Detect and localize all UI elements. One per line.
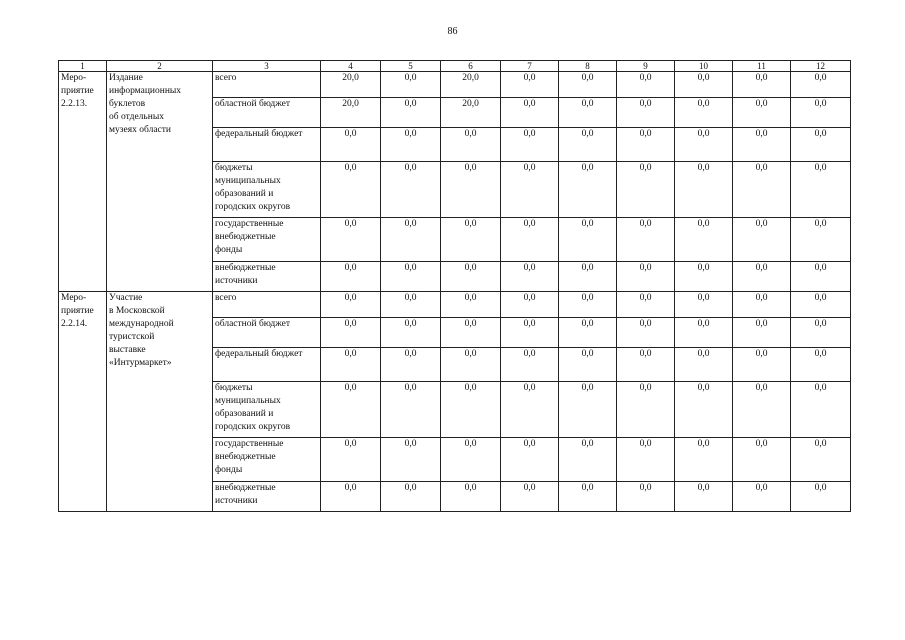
column-header: 2 (107, 61, 213, 72)
amount-cell: 0,0 (321, 128, 381, 162)
amount-cell: 0,0 (791, 482, 851, 512)
amount-cell: 0,0 (381, 218, 441, 262)
amount-cell: 0,0 (791, 128, 851, 162)
amount-cell: 0,0 (791, 382, 851, 438)
amount-cell: 0,0 (733, 482, 791, 512)
column-header: 3 (213, 61, 321, 72)
amount-cell: 0,0 (441, 482, 501, 512)
amount-cell: 0,0 (321, 482, 381, 512)
amount-cell: 0,0 (381, 318, 441, 348)
amount-cell: 0,0 (733, 348, 791, 382)
funding-source: внебюджетные источники (213, 262, 321, 292)
event-code: Меро- приятие 2.2.13. (59, 72, 107, 292)
amount-cell: 0,0 (617, 162, 675, 218)
amount-cell: 0,0 (675, 348, 733, 382)
amount-cell: 0,0 (791, 348, 851, 382)
amount-cell: 0,0 (501, 292, 559, 318)
column-header: 7 (501, 61, 559, 72)
amount-cell: 0,0 (321, 292, 381, 318)
amount-cell: 0,0 (733, 262, 791, 292)
amount-cell: 0,0 (791, 218, 851, 262)
amount-cell: 0,0 (675, 162, 733, 218)
amount-cell: 0,0 (501, 482, 559, 512)
amount-cell: 0,0 (381, 482, 441, 512)
column-header: 1 (59, 61, 107, 72)
amount-cell: 0,0 (441, 292, 501, 318)
column-header: 8 (559, 61, 617, 72)
amount-cell: 0,0 (559, 262, 617, 292)
amount-cell: 0,0 (381, 292, 441, 318)
amount-cell: 0,0 (381, 382, 441, 438)
amount-cell: 0,0 (559, 218, 617, 262)
amount-cell: 0,0 (617, 128, 675, 162)
amount-cell: 0,0 (617, 72, 675, 98)
amount-cell: 0,0 (559, 72, 617, 98)
column-header: 11 (733, 61, 791, 72)
amount-cell: 0,0 (617, 262, 675, 292)
amount-cell: 20,0 (441, 98, 501, 128)
amount-cell: 0,0 (791, 318, 851, 348)
amount-cell: 0,0 (791, 72, 851, 98)
amount-cell: 0,0 (791, 292, 851, 318)
amount-cell: 0,0 (501, 162, 559, 218)
amount-cell: 20,0 (441, 72, 501, 98)
funding-source: внебюджетные источники (213, 482, 321, 512)
amount-cell: 0,0 (501, 72, 559, 98)
amount-cell: 0,0 (441, 348, 501, 382)
amount-cell: 0,0 (559, 98, 617, 128)
column-header: 6 (441, 61, 501, 72)
amount-cell: 0,0 (441, 318, 501, 348)
amount-cell: 0,0 (559, 438, 617, 482)
column-header: 10 (675, 61, 733, 72)
amount-cell: 0,0 (441, 128, 501, 162)
column-header: 4 (321, 61, 381, 72)
amount-cell: 0,0 (501, 438, 559, 482)
amount-cell: 0,0 (321, 218, 381, 262)
amount-cell: 0,0 (733, 292, 791, 318)
amount-cell: 0,0 (733, 72, 791, 98)
amount-cell: 0,0 (675, 72, 733, 98)
amount-cell: 0,0 (617, 382, 675, 438)
page-number: 86 (447, 26, 458, 37)
amount-cell: 0,0 (559, 348, 617, 382)
amount-cell: 0,0 (381, 438, 441, 482)
amount-cell: 0,0 (733, 318, 791, 348)
amount-cell: 20,0 (321, 72, 381, 98)
amount-cell: 0,0 (675, 438, 733, 482)
funding-source: бюджеты муниципальных образований и городских округов (213, 162, 321, 218)
amount-cell: 0,0 (501, 262, 559, 292)
funding-source: бюджеты муниципальных образований и городских округов (213, 382, 321, 438)
event-name: Издание информационных буклетов об отдельных музеях области (107, 72, 213, 292)
amount-cell: 0,0 (675, 382, 733, 438)
amount-cell: 0,0 (617, 348, 675, 382)
amount-cell: 0,0 (321, 438, 381, 482)
amount-cell: 0,0 (501, 218, 559, 262)
amount-cell: 0,0 (675, 262, 733, 292)
funding-source: всего (213, 72, 321, 98)
amount-cell: 0,0 (617, 318, 675, 348)
amount-cell: 0,0 (675, 98, 733, 128)
amount-cell: 0,0 (501, 128, 559, 162)
column-number-row (59, 61, 851, 72)
amount-cell: 0,0 (501, 382, 559, 438)
amount-cell: 0,0 (733, 128, 791, 162)
amount-cell: 0,0 (733, 98, 791, 128)
amount-cell: 0,0 (675, 292, 733, 318)
amount-cell: 0,0 (559, 382, 617, 438)
amount-cell: 0,0 (321, 162, 381, 218)
funding-source: федеральный бюджет (213, 128, 321, 162)
amount-cell: 0,0 (501, 98, 559, 128)
amount-cell: 20,0 (321, 98, 381, 128)
amount-cell: 0,0 (791, 262, 851, 292)
amount-cell: 0,0 (381, 72, 441, 98)
amount-cell: 0,0 (441, 438, 501, 482)
funding-source: всего (213, 292, 321, 318)
event-name: Участие в Московской международной туристской выставке «Интурмаркет» (107, 292, 213, 512)
amount-cell: 0,0 (617, 482, 675, 512)
amount-cell: 0,0 (617, 218, 675, 262)
amount-cell: 0,0 (791, 98, 851, 128)
funding-source: государственные внебюджетные фонды (213, 218, 321, 262)
amount-cell: 0,0 (559, 318, 617, 348)
funding-source: государственные внебюджетные фонды (213, 438, 321, 482)
amount-cell: 0,0 (675, 128, 733, 162)
amount-cell: 0,0 (381, 162, 441, 218)
column-header: 12 (791, 61, 851, 72)
amount-cell: 0,0 (441, 218, 501, 262)
amount-cell: 0,0 (501, 318, 559, 348)
table-row (59, 292, 851, 318)
amount-cell: 0,0 (381, 348, 441, 382)
amount-cell: 0,0 (733, 382, 791, 438)
amount-cell: 0,0 (559, 482, 617, 512)
table-body (59, 72, 851, 512)
amount-cell: 0,0 (321, 262, 381, 292)
funding-source: областной бюджет (213, 98, 321, 128)
amount-cell: 0,0 (381, 98, 441, 128)
event-code: Меро- приятие 2.2.14. (59, 292, 107, 512)
table-row (59, 72, 851, 98)
amount-cell: 0,0 (733, 218, 791, 262)
amount-cell: 0,0 (501, 348, 559, 382)
amount-cell: 0,0 (791, 162, 851, 218)
amount-cell: 0,0 (675, 482, 733, 512)
funding-source: федеральный бюджет (213, 348, 321, 382)
amount-cell: 0,0 (617, 438, 675, 482)
budget-table (58, 60, 851, 512)
amount-cell: 0,0 (559, 128, 617, 162)
funding-source: областной бюджет (213, 318, 321, 348)
amount-cell: 0,0 (559, 162, 617, 218)
amount-cell: 0,0 (675, 218, 733, 262)
amount-cell: 0,0 (617, 292, 675, 318)
amount-cell: 0,0 (733, 438, 791, 482)
amount-cell: 0,0 (559, 292, 617, 318)
amount-cell: 0,0 (441, 382, 501, 438)
amount-cell: 0,0 (321, 348, 381, 382)
amount-cell: 0,0 (321, 382, 381, 438)
column-header: 9 (617, 61, 675, 72)
amount-cell: 0,0 (791, 438, 851, 482)
amount-cell: 0,0 (381, 262, 441, 292)
amount-cell: 0,0 (381, 128, 441, 162)
amount-cell: 0,0 (675, 318, 733, 348)
amount-cell: 0,0 (321, 318, 381, 348)
amount-cell: 0,0 (733, 162, 791, 218)
amount-cell: 0,0 (441, 162, 501, 218)
amount-cell: 0,0 (441, 262, 501, 292)
amount-cell: 0,0 (617, 98, 675, 128)
column-header: 5 (381, 61, 441, 72)
